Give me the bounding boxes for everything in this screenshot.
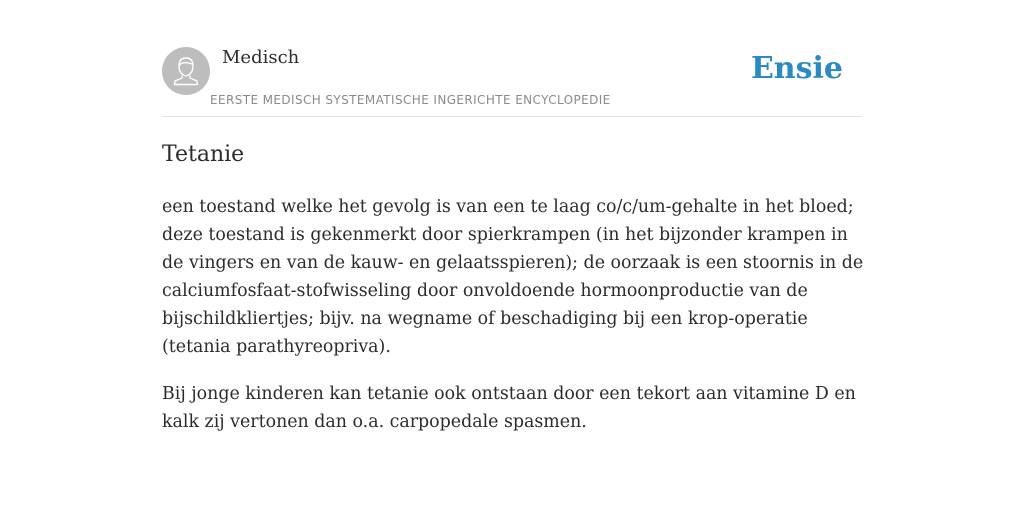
avatar[interactable] (162, 47, 210, 95)
article-body (162, 193, 868, 455)
ensie-logo[interactable]: Ensie (750, 51, 843, 86)
header (162, 46, 862, 117)
article-paragraph: Bij jonge kinderen kan tetanie ook ontstaan door een tekort aan vitamine D en kalk zij vertonen dan o.a. carpopedale spasmen. (162, 384, 856, 432)
user-silhouette-icon (162, 47, 210, 95)
article-title: Tetanie (162, 142, 245, 167)
article-paragraph: een toestand welke het gevolg is van een te laag co/c/um-gehalte in het bloed; deze toestand is gekenmerkt door spierkrampen (in het bijzonder krampen in de vingers en van de kauw- en gelaatsspieren); de oorzaak is een stoornis in de calciumfosfaat-stofwisseling door onvoldoende hormoonproductie van de bijschildkliertjes; bijv. na wegname of beschadiging bij een krop-operatie (tetania parathyreopriva). (162, 197, 864, 357)
source-subtitle: EERSTE MEDISCH SYSTEMATISCHE INGERICHTE ENCYCLOPEDIE (210, 93, 611, 107)
source-name[interactable]: Medisch (222, 47, 300, 68)
